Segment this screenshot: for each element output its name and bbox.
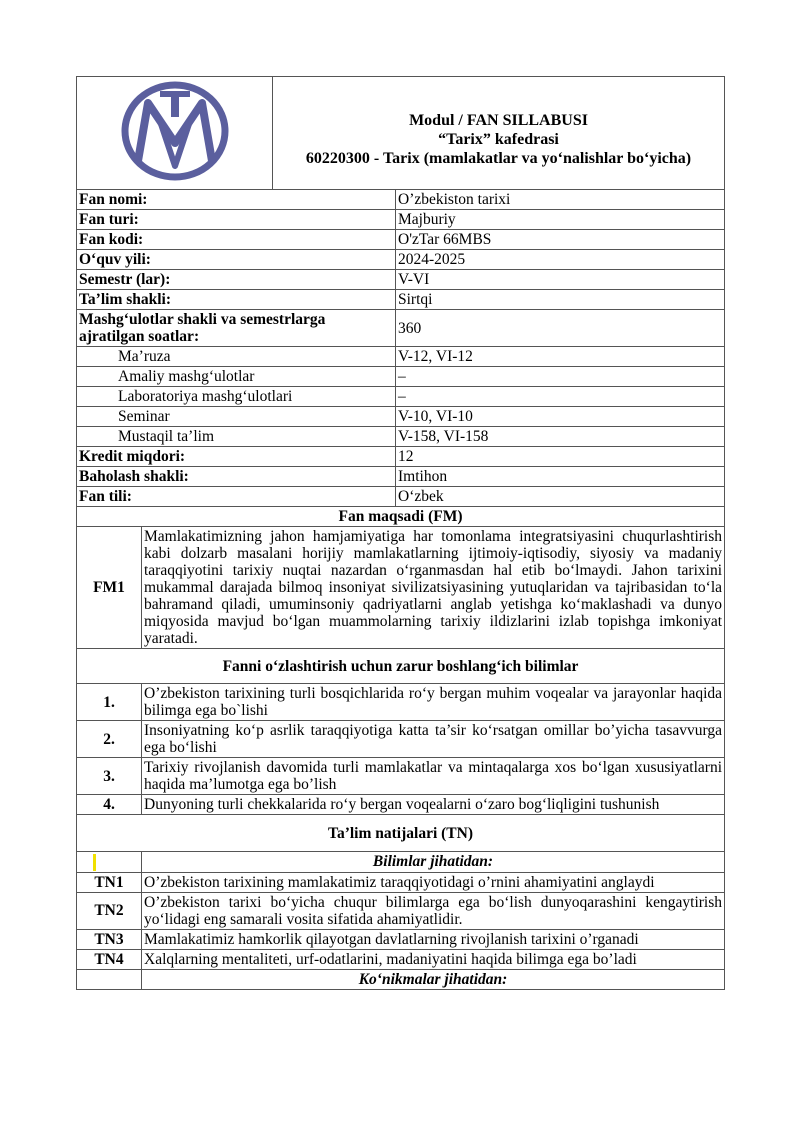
prereq-text: O’zbekiston tarixining turli bosqichlarida ro‘y bergan muhim voqealar va jarayonlar haqida bilimga ega bo`lishi <box>142 684 725 721</box>
header-program: 60220300 - Tarix (mamlakatlar va yo‘nalishlar bo‘yicha) <box>305 150 692 167</box>
info-label: Fan kodi: <box>77 230 396 250</box>
header-text <box>273 77 725 190</box>
fm-heading-row <box>77 507 725 527</box>
info-row <box>77 467 725 487</box>
prereq-num: 1. <box>77 684 142 721</box>
header-title: Modul / FAN SILLABUSI <box>409 112 588 129</box>
hours-label: Laboratoriya mashg‘ulotlari <box>77 387 396 407</box>
hours-row <box>77 427 725 447</box>
fm-code: FM1 <box>77 527 142 649</box>
header-department: “Tarix” kafedrasi <box>438 131 559 148</box>
info-row <box>77 190 725 210</box>
info-row <box>77 250 725 270</box>
info-label: Fan tili: <box>77 487 396 507</box>
marker-cell <box>77 852 142 873</box>
highlight-marker <box>93 854 96 871</box>
info-label: Fan nomi: <box>77 190 396 210</box>
hours-row <box>77 367 725 387</box>
tn-text: Mamlakatimiz hamkorlik qilayotgan davlatlarning rivojlanish tarixini o’rganadi <box>142 929 725 949</box>
info-value: Imtihon <box>396 467 725 487</box>
tn-row <box>77 929 725 949</box>
info-label: O‘quv yili: <box>77 250 396 270</box>
hours-value: V-12, VI-12 <box>396 347 725 367</box>
university-logo <box>120 81 230 181</box>
info-value: V-VI <box>396 270 725 290</box>
info-value: O'zTar 66MBS <box>396 230 725 250</box>
hours-row <box>77 407 725 427</box>
prereq-num: 4. <box>77 795 142 815</box>
hours-row <box>77 347 725 367</box>
syllabus-table <box>76 76 725 990</box>
hours-value: – <box>396 387 725 407</box>
tn-code: TN3 <box>77 929 142 949</box>
info-row <box>77 290 725 310</box>
tn-row <box>77 872 725 892</box>
info-row <box>77 210 725 230</box>
hours-label: Ma’ruza <box>77 347 396 367</box>
prereq-heading-row <box>77 649 725 684</box>
info-value: Sirtqi <box>396 290 725 310</box>
prereq-row <box>77 721 725 758</box>
info-value: 360 <box>396 310 725 347</box>
info-row <box>77 230 725 250</box>
fm-text: Mamlakatimizning jahon hamjamiyatiga har tomonlama integratsiyasini chuqurlashtirish kabi dolzarb masalani horijiy mamlakatlarning ijtimoiy-iqtisodiy, siyosiy va madaniy taraqqiyotini tarixiy nuqtai nazardan o‘rganmasdan hal etib bo‘lmaydi. Jahon tarixini mukammal darajada bilmoq insoniyat sivilizatsiyasining yutuqlaridan va tajribasidan to‘la bahramand qiladi, umuminsoniy qadriyatlarni anglab yetishga ko‘maklashadi va dunyo miqyosida mavjud bo‘lgan muammolarning tarixiy ildizlarini izlab topishga imkoniyat yaratadi. <box>142 527 725 649</box>
hours-value: V-158, VI-158 <box>396 427 725 447</box>
prereq-row <box>77 684 725 721</box>
header-row <box>77 77 725 190</box>
info-value: O’zbekiston tarixi <box>396 190 725 210</box>
prereq-num: 3. <box>77 758 142 795</box>
info-value: 2024-2025 <box>396 250 725 270</box>
tn-text: O’zbekiston tarixi bo‘yicha chuqur bilimlarga ega bo‘lish dunyoqarashini kengaytirish yo‘lidagi eng samarali vosita sifatida ahamiyatlidir. <box>142 892 725 929</box>
prereq-text: Dunyoning turli chekkalarida ro‘y bergan voqealarni o‘zaro bog‘liqligini tushunish <box>142 795 725 815</box>
fm-row <box>77 527 725 649</box>
knowledge-heading-row <box>77 852 725 873</box>
prereq-heading: Fanni o‘zlashtirish uchun zarur boshlang‘ich bilimlar <box>77 649 725 684</box>
empty-cell <box>77 969 142 989</box>
info-label: Kredit miqdori: <box>77 447 396 467</box>
tn-text: O’zbekiston tarixining mamlakatimiz taraqqiyotidagi o’rnini ahamiyatini anglaydi <box>142 872 725 892</box>
info-value: 12 <box>396 447 725 467</box>
hours-label: Seminar <box>77 407 396 427</box>
tn-row <box>77 892 725 929</box>
info-row <box>77 447 725 467</box>
tn-heading-row <box>77 815 725 852</box>
hours-label: Amaliy mashg‘ulotlar <box>77 367 396 387</box>
info-row <box>77 270 725 290</box>
info-label: Mashg‘ulotlar shakli va semestrlarga ajratilgan soatlar: <box>77 310 396 347</box>
knowledge-heading: Bilimlar jihatidan: <box>142 852 725 873</box>
prereq-row <box>77 758 725 795</box>
prereq-row <box>77 795 725 815</box>
info-label: Fan turi: <box>77 210 396 230</box>
fm-heading: Fan maqsadi (FM) <box>77 507 725 527</box>
info-row <box>77 310 725 347</box>
hours-value: V-10, VI-10 <box>396 407 725 427</box>
tn-row <box>77 949 725 969</box>
info-label: Ta’lim shakli: <box>77 290 396 310</box>
info-value: Majburiy <box>396 210 725 230</box>
info-label: Semestr (lar): <box>77 270 396 290</box>
prereq-num: 2. <box>77 721 142 758</box>
tn-text: Xalqlarning mentaliteti, urf-odatlarini, madaniyatini haqida bilimga ega bo’ladi <box>142 949 725 969</box>
info-label: Baholash shakli: <box>77 467 396 487</box>
logo-cell <box>77 77 273 190</box>
prereq-text: Insoniyatning ko‘p asrlik taraqqiyotiga katta ta’sir ko‘rsatgan omillar bo’yicha tasavvurga ega bo‘lishi <box>142 721 725 758</box>
prereq-text: Tarixiy rivojlanish davomida turli mamlakatlar va mintaqalarga xos bo‘lgan xususiyatlarni haqida ma’lumotga ega bo’lish <box>142 758 725 795</box>
skills-heading-row <box>77 969 725 989</box>
tn-code: TN2 <box>77 892 142 929</box>
hours-value: – <box>396 367 725 387</box>
tn-code: TN4 <box>77 949 142 969</box>
info-value: O‘zbek <box>396 487 725 507</box>
skills-heading: Ko‘nikmalar jihatidan: <box>142 969 725 989</box>
info-row <box>77 487 725 507</box>
hours-label: Mustaqil ta’lim <box>77 427 396 447</box>
tn-code: TN1 <box>77 872 142 892</box>
tn-heading: Ta’lim natijalari (TN) <box>77 815 725 852</box>
hours-row <box>77 387 725 407</box>
